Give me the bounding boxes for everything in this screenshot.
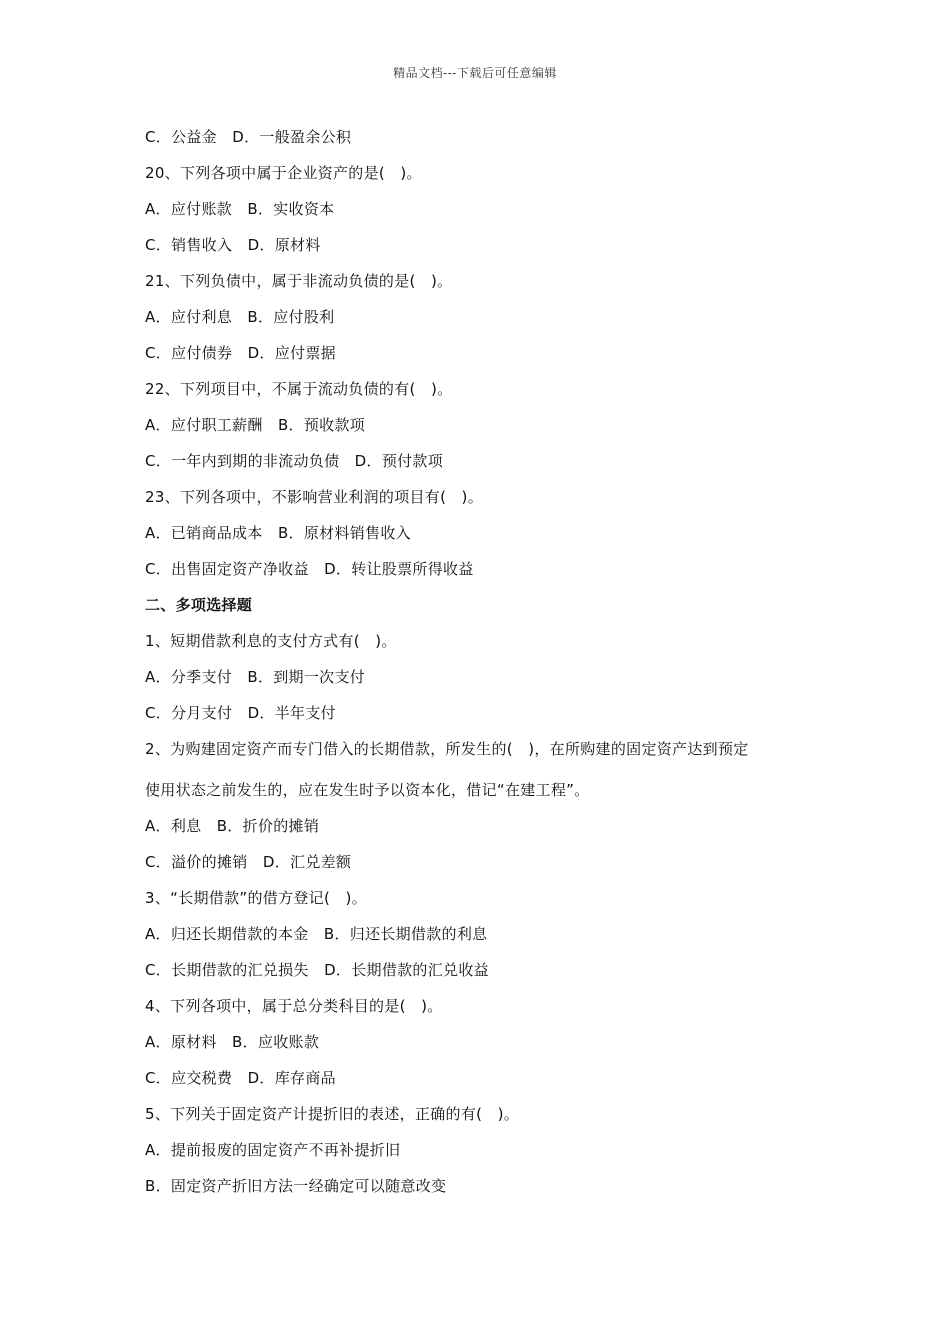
option-line: C．分月支付 D．半年支付 xyxy=(145,704,336,722)
question-line: 20、下列各项中属于企业资产的是( )。 xyxy=(145,164,422,182)
option-line: A．已销商品成本 B．原材料销售收入 xyxy=(145,524,411,542)
option-line: C．应交税费 D．库存商品 xyxy=(145,1069,336,1087)
question-line: 4、下列各项中，属于总分类科目的是( )。 xyxy=(145,997,443,1015)
option-line: B．固定资产折旧方法一经确定可以随意改变 xyxy=(145,1177,447,1195)
option-line: A．应付职工薪酬 B．预收款项 xyxy=(145,416,366,434)
question-line: 23、下列各项中，不影响营业利润的项目有( )。 xyxy=(145,488,483,506)
option-line: A．提前报废的固定资产不再补提折旧 xyxy=(145,1141,401,1159)
question-line: 5、下列关于固定资产计提折旧的表述，正确的有( )。 xyxy=(145,1105,520,1123)
page-header: 精品文档---下载后可任意编辑 xyxy=(393,66,557,80)
option-line: C．一年内到期的非流动负债 D．预付款项 xyxy=(145,452,444,470)
question-line: 3、“长期借款”的借方登记( )。 xyxy=(145,889,367,907)
option-line: A．原材料 B．应收账款 xyxy=(145,1033,320,1051)
question-line: 1、短期借款利息的支付方式有( )。 xyxy=(145,632,397,650)
option-line: C．销售收入 D．原材料 xyxy=(145,236,321,254)
option-line: A．应付利息 B．应付股利 xyxy=(145,308,335,326)
question-line: 21、下列负债中，属于非流动负债的是( )。 xyxy=(145,272,453,290)
option-line: C．出售固定资产净收益 D．转让股票所得收益 xyxy=(145,560,474,578)
option-line: C．长期借款的汇兑损失 D．长期借款的汇兑收益 xyxy=(145,961,489,979)
question-line: 2、为购建固定资产而专门借入的长期借款，所发生的( )，在所购建的固定资产达到预定 xyxy=(145,740,749,758)
option-line: A．利息 B．折价的摊销 xyxy=(145,817,320,835)
section-title: 二、多项选择题 xyxy=(145,596,253,614)
option-line: A．分季支付 B．到期一次支付 xyxy=(145,668,366,686)
option-line: C．应付债券 D．应付票据 xyxy=(145,344,336,362)
question-line-continued: 使用状态之前发生的，应在发生时予以资本化，借记“在建工程”。 xyxy=(145,781,590,799)
option-line: C．公益金 D．一般盈余公积 xyxy=(145,128,352,146)
question-line: 22、下列项目中，不属于流动负债的有( )。 xyxy=(145,380,453,398)
option-line: A．归还长期借款的本金 B．归还长期借款的利息 xyxy=(145,925,488,943)
option-line: A．应付账款 B．实收资本 xyxy=(145,200,335,218)
option-line: C．溢价的摊销 D．汇兑差额 xyxy=(145,853,352,871)
